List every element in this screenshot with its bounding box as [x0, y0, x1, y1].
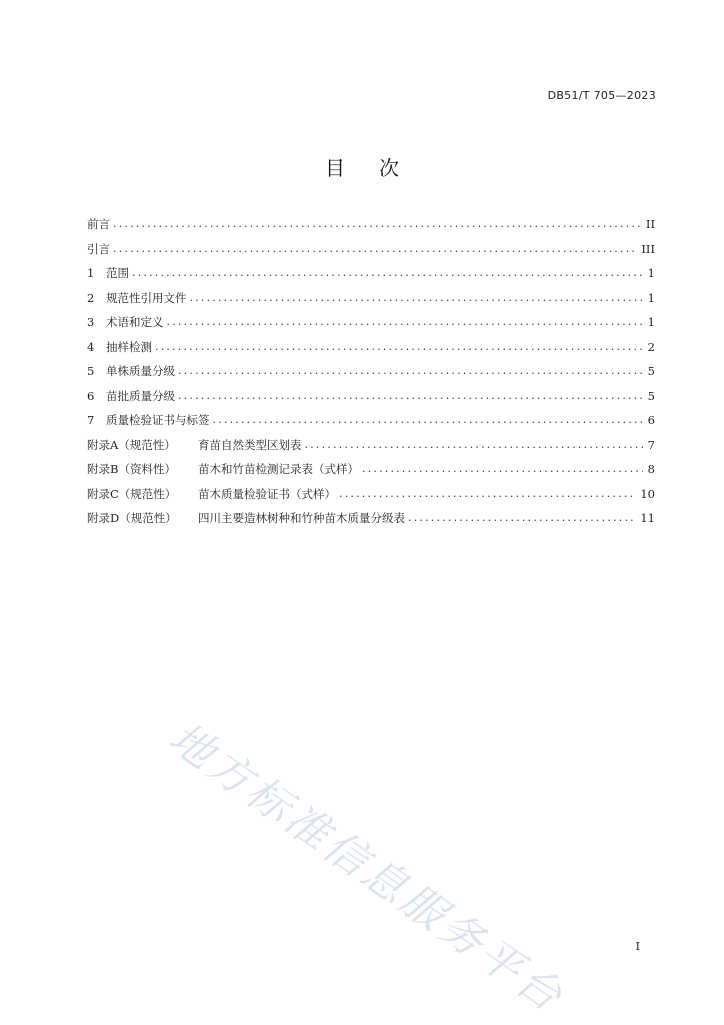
standard-number: DB51/T 705—2023: [547, 89, 656, 102]
toc-item-page: 1: [647, 266, 655, 280]
toc-dot-leader: [408, 511, 636, 524]
toc-item-text: 前言: [87, 217, 110, 231]
toc-item-number: 7: [87, 413, 95, 427]
toc-item-page: 8: [647, 462, 655, 476]
toc-item-page: 2: [647, 339, 655, 354]
toc-item-page: II: [645, 217, 655, 231]
toc-item-text: 抽样检测: [106, 339, 152, 354]
toc-dot-leader: [178, 364, 643, 377]
toc-annex-c[interactable]: [87, 486, 655, 511]
toc-dot-leader: [113, 242, 637, 255]
toc-item-number: 5: [87, 364, 95, 378]
toc-annex-d[interactable]: [87, 510, 655, 535]
toc-annex-a[interactable]: [87, 437, 655, 462]
toc-item-normative-references[interactable]: [87, 290, 655, 315]
toc-dot-leader: [190, 291, 644, 304]
watermark: 地方标准信息服务平台: [159, 712, 574, 1024]
toc-dot-leader: [155, 340, 643, 353]
toc-item-page: 6: [647, 413, 655, 427]
toc-annex-b[interactable]: [87, 461, 655, 486]
toc-item-text: 术语和定义: [106, 315, 164, 329]
toc-item-number: 3: [87, 315, 95, 329]
toc-item-page: 11: [640, 511, 655, 525]
toc-item-page: 1: [647, 290, 655, 305]
toc-item-text: 引言: [87, 241, 110, 256]
toc-annex-label: 附录D（规范性）: [87, 511, 177, 525]
toc-item-number: 1: [87, 266, 95, 280]
toc-dot-leader: [213, 413, 644, 426]
toc-annex-label: 附录A（规范性）: [87, 437, 176, 452]
toc-item-foreword[interactable]: [87, 216, 655, 241]
toc-item-certificate-label[interactable]: [87, 412, 655, 437]
toc-item-text: 规范性引用文件: [106, 290, 187, 305]
toc-item-number: 4: [87, 339, 95, 354]
toc-dot-leader: [113, 217, 642, 230]
toc-item-number: 2: [87, 290, 95, 305]
toc-item-text: 苗木质量检验证书（式样）: [198, 486, 336, 501]
toc-item-text: 苗木和竹苗检测记录表（式样）: [198, 462, 359, 476]
toc-item-page: 1: [647, 315, 655, 329]
toc-dot-leader: [132, 266, 643, 279]
toc-item-page: 5: [647, 388, 655, 403]
toc-annex-label: 附录C（规范性）: [87, 486, 177, 501]
toc-item-text: 育苗自然类型区划表: [198, 437, 302, 452]
toc-item-text: 四川主要造林树种和竹种苗木质量分级表: [198, 511, 405, 525]
toc-item-page: III: [641, 241, 655, 256]
toc-item-scope[interactable]: [87, 265, 655, 290]
toc-item-introduction[interactable]: [87, 241, 655, 266]
toc-annex-label: 附录B（资料性）: [87, 462, 176, 476]
toc-dot-leader: [167, 315, 644, 328]
toc-dot-leader: [339, 487, 636, 500]
table-of-contents: [87, 216, 655, 535]
toc-item-page: 7: [647, 437, 655, 452]
toc-item-terms-definitions[interactable]: [87, 314, 655, 339]
toc-item-page: 10: [640, 486, 655, 501]
toc-item-single-plant-grading[interactable]: [87, 363, 655, 388]
toc-dot-leader: [178, 389, 643, 402]
toc-item-sampling-testing[interactable]: [87, 339, 655, 364]
toc-item-text: 苗批质量分级: [106, 388, 175, 403]
toc-item-text: 质量检验证书与标签: [106, 413, 210, 427]
toc-item-page: 5: [647, 364, 655, 378]
toc-item-batch-grading[interactable]: [87, 388, 655, 413]
toc-item-text: 范围: [106, 266, 129, 280]
page-number: I: [635, 940, 640, 953]
toc-dot-leader: [305, 438, 644, 451]
toc-dot-leader: [362, 462, 643, 475]
toc-item-number: 6: [87, 388, 95, 403]
page-title: 目次: [325, 156, 433, 180]
toc-item-text: 单株质量分级: [106, 364, 175, 378]
